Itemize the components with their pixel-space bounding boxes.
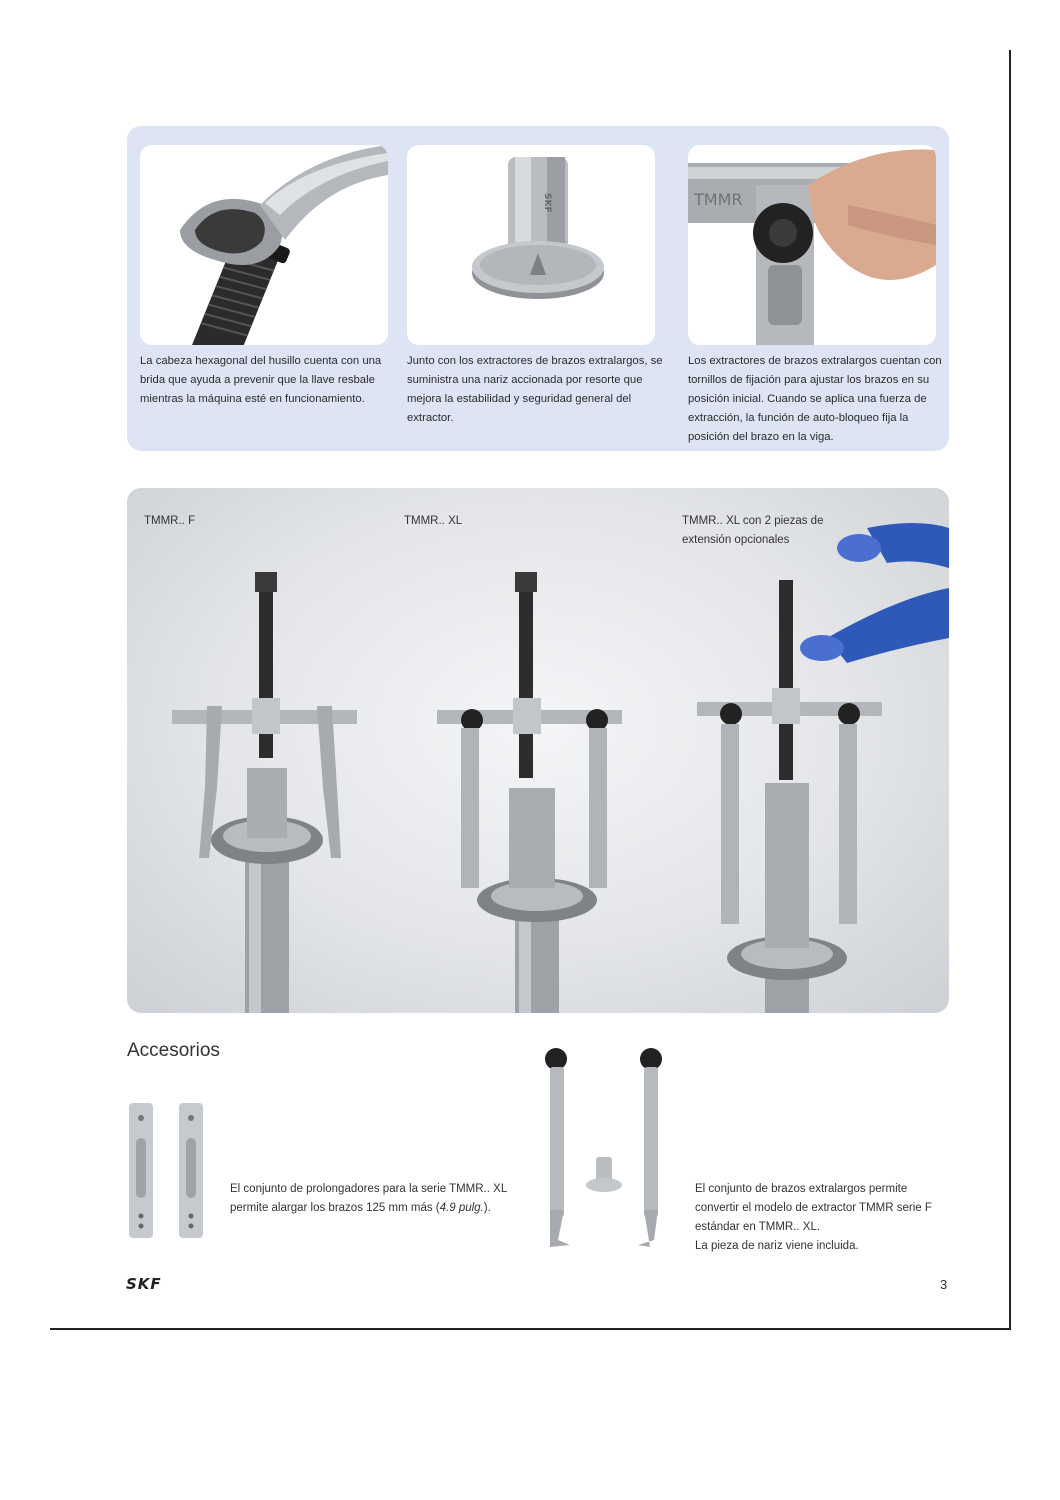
- page-trim-bottom: [50, 1328, 1011, 1330]
- spring-nose-piece-photo: [407, 145, 655, 345]
- accessories-title: Accesorios: [127, 1040, 220, 1061]
- tool-label-tmmr-xl-extensions: TMMR.. XL con 2 piezas de extensión opcionales: [682, 515, 824, 546]
- extra-long-arms-set-image: [540, 1045, 675, 1250]
- skf-emboss-logo: SKF: [542, 193, 552, 213]
- three-pullers-illustration: [127, 488, 949, 1013]
- pullers-photo-panel: [127, 488, 949, 1013]
- skf-logo: SKF: [126, 1275, 162, 1293]
- tmmr-beam-text: TMMR: [694, 190, 743, 209]
- feature-caption-nose-piece: Junto con los extractores de brazos extralargos, se suministra una nariz accionada por resorte que mejora la estabilidad y seguridad general del extractor.: [407, 355, 663, 424]
- feature-caption-fixing-screws: Los extractores de brazos extralargos cuentan con tornillos de fijación para ajustar los brazos en su posición inicial. Cuando se aplica una fuerza de extracción, la función de auto-bloqueo fija la posición del brazo en la viga.: [688, 355, 942, 443]
- tool-label-tmmr-f: TMMR.. F: [144, 515, 196, 527]
- extra-long-arms-description: El conjunto de brazos extralargos permite convertir el modelo de extractor TMMR serie F estándar en TMMR.. XL. La pieza de nariz viene incluida.: [695, 1183, 932, 1252]
- page-number: 3: [940, 1277, 948, 1292]
- extension-set-description: El conjunto de prolongadores para la serie TMMR.. XL permite alargar los brazos 125 mm más (4.9 pulg.).: [230, 1183, 507, 1214]
- hex-head-spindle-photo: [140, 145, 388, 345]
- fixing-screw-photo: [688, 145, 936, 345]
- tool-label-tmmr-xl: TMMR.. XL: [404, 515, 463, 527]
- extension-pieces-image: [124, 1098, 214, 1243]
- feature-caption-hex-head: La cabeza hexagonal del husillo cuenta con una brida que ayuda a prevenir que la llave resbale mientras la máquina esté en funcionamiento.: [140, 355, 382, 405]
- page-trim-right: [1009, 50, 1011, 1330]
